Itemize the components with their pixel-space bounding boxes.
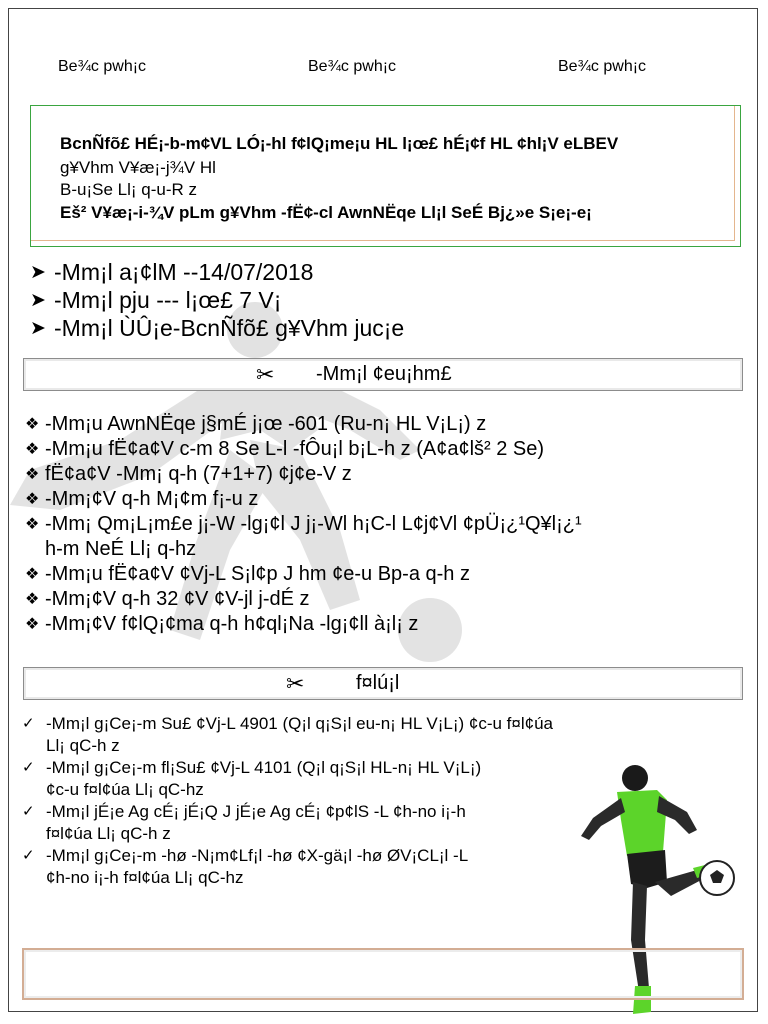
rule-text: -Mm¡u AwnNËqe j§mÉ j¡œ -601 (Ru-n¡ HL V¡L¡) z — [45, 413, 487, 435]
rule-text-continuation: h-m NeÉ Ll¡ q-hz — [45, 538, 197, 560]
scissors-icon: ✂ — [286, 671, 305, 696]
rules-section-title: -Mm¡l ¢eu¡hm£ — [316, 363, 452, 385]
scissors-icon: ✂ — [256, 362, 275, 387]
rule-text: -Mm¡u fË¢a¢V ¢Vj-L S¡l¢p J hm ¢e-u Bp-a q-h z — [45, 563, 470, 585]
info-item — [30, 286, 404, 314]
prize-item — [22, 845, 553, 889]
prize-item — [22, 713, 553, 757]
intro-line: Eš² V¥æ¡-i-¾V pLm g¥Vhm -fË¢-cl AwnNËqe Ll¡l SeÉ Bj¿»e S¡e¡-e¡ — [60, 203, 592, 222]
header-label-left: Be¾c pwh¡c — [58, 58, 147, 75]
info-item — [30, 314, 404, 342]
rule-text: -Mm¡¢V q-h 32 ¢V ¢V-jl j-dÉ z — [45, 588, 310, 610]
prize-text-continuation: ¢c-u f¤l¢úa Ll¡ qC-hz — [46, 780, 204, 799]
prize-list — [22, 713, 553, 889]
diamond-bullet-icon: ❖ — [25, 416, 40, 433]
prize-text-continuation: ¢h-no i¡-h f¤l¢úa Ll¡ qC-hz — [46, 868, 244, 887]
rule-item — [25, 412, 582, 437]
diamond-bullet-icon: ❖ — [25, 591, 40, 608]
diamond-bullet-icon: ❖ — [25, 491, 40, 508]
rule-item — [25, 612, 582, 637]
info-list — [30, 258, 404, 342]
rule-item — [25, 587, 582, 612]
checkmark-icon: ✓ — [22, 759, 35, 776]
footer-box — [22, 948, 744, 1000]
diamond-bullet-icon: ❖ — [25, 441, 40, 458]
rules-list — [25, 412, 582, 637]
intro-line: g¥Vhm V¥æ¡-j¾V Hl — [60, 158, 216, 177]
arrowhead-icon: ➤ — [30, 317, 46, 339]
rule-text: -Mm¡u fË¢a¢V c-m 8 Se L-l -fÔu¡l b¡L-h z (A¢a¢lš² 2 Se) — [45, 438, 545, 460]
intro-box — [30, 105, 741, 247]
rule-item — [25, 512, 582, 537]
info-text-date: -Mm¡l a¡¢lM --14/07/2018 — [54, 258, 314, 285]
rule-text: -Mm¡¢V q-h M¡¢m f¡-u z — [45, 488, 259, 510]
prize-section-header — [23, 667, 743, 700]
rule-item — [25, 462, 582, 487]
rules-section-header — [23, 358, 743, 391]
arrowhead-icon: ➤ — [30, 289, 46, 311]
header-label-right: Be¾c pwh¡c — [558, 58, 647, 75]
header-row — [0, 58, 768, 82]
arrowhead-icon: ➤ — [30, 261, 46, 283]
checkmark-icon: ✓ — [22, 803, 35, 820]
header-label-center: Be¾c pwh¡c — [308, 58, 397, 75]
rule-item — [25, 437, 582, 462]
prize-item — [22, 801, 553, 845]
diamond-bullet-icon: ❖ — [25, 516, 40, 533]
intro-line: B-u¡Se Ll¡ q-u-R z — [60, 180, 197, 199]
rule-text: -Mm¡ Qm¡L¡m£e j¡-W -lg¡¢l J j¡-Wl h¡C-l L¢j¢Vl ¢pÜ¡¿¹Q¥l¡¿¹ — [45, 513, 582, 535]
prize-text-continuation: Ll¡ qC-h z — [46, 736, 120, 755]
info-text-time: -Mm¡l pju --- l¡œ£ 7 V¡ — [54, 286, 282, 313]
diamond-bullet-icon: ❖ — [25, 566, 40, 583]
rule-item — [25, 562, 582, 587]
prize-text: -Mm¡l g¡Ce¡-m Su£ ¢Vj-L 4901 (Q¡l q¡S¡l eu-n¡ HL V¡L¡) ¢c-u f¤l¢úa — [46, 714, 553, 733]
prize-item — [22, 757, 553, 801]
info-text-venue: -Mm¡l ÙÛ¡e-BcnÑfõ£ g¥Vhm juc¡e — [54, 314, 405, 341]
prize-text: -Mm¡l jÉ¡e Ag cÉ¡ jÉ¡Q J jÉ¡e Ag cÉ¡ ¢p¢lS -L ¢h-no i¡-h — [46, 802, 466, 821]
intro-line: BcnÑfõ£ HÉ¡-b-m¢VL LÓ¡-hl f¢lQ¡me¡u HL l¡œ£ hÉ¡¢f HL ¢hl¡V eLBEV — [60, 134, 619, 153]
info-item — [30, 258, 404, 286]
prize-text-continuation: f¤l¢úa Ll¡ qC-h z — [46, 824, 171, 843]
diamond-bullet-icon: ❖ — [25, 466, 40, 483]
rule-item — [25, 487, 582, 512]
prize-section-title: f¤lú¡l — [356, 672, 400, 694]
prize-text: -Mm¡l g¡Ce¡-m fl¡Su£ ¢Vj-L 4101 (Q¡l q¡S¡l HL-n¡ HL V¡L¡) — [46, 758, 482, 777]
checkmark-icon: ✓ — [22, 847, 35, 864]
prize-text: -Mm¡l g¡Ce¡-m -hø -N¡m¢Lf¡l -hø ¢X-gä¡l -hø ØV¡CL¡l -L — [46, 846, 469, 865]
rule-text: fË¢a¢V -Mm¡ q-h (7+1+7) ¢j¢e-V z — [45, 463, 352, 485]
rule-text: -Mm¡¢V f¢lQ¡¢ma q-h h¢ql¡Na -lg¡¢ll à¡l¡ z — [45, 613, 419, 635]
diamond-bullet-icon: ❖ — [25, 616, 40, 633]
checkmark-icon: ✓ — [22, 715, 35, 732]
